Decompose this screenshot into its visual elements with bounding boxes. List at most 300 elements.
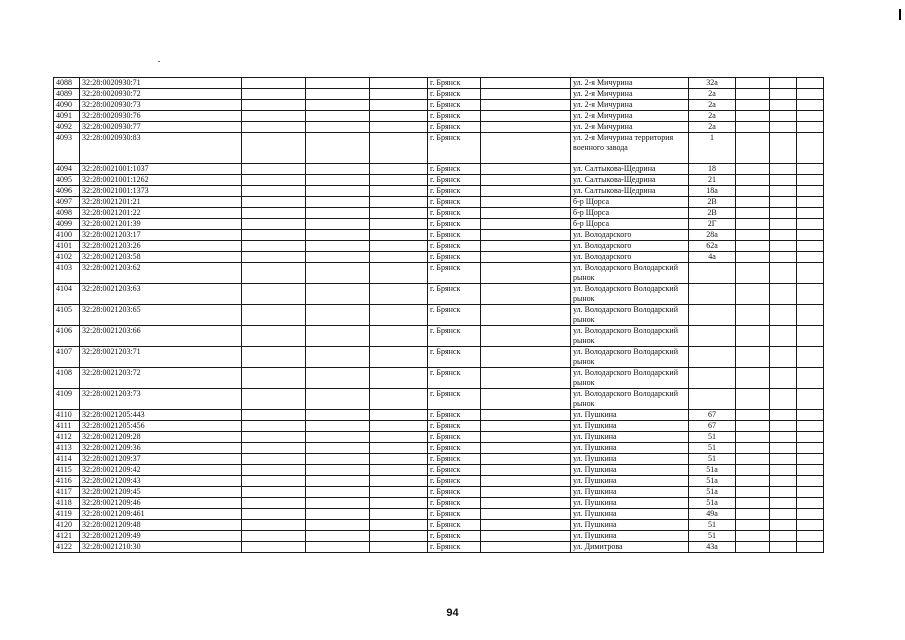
city: г. Брянск xyxy=(428,186,481,197)
row-number: 4109 xyxy=(54,389,80,410)
empty-cell xyxy=(797,197,824,208)
row-number: 4090 xyxy=(54,100,80,111)
empty-cell xyxy=(242,410,306,421)
street-address: ул. Володарского xyxy=(571,241,689,252)
house-number: 2а xyxy=(689,111,736,122)
row-number: 4088 xyxy=(54,78,80,89)
empty-cell xyxy=(481,542,571,553)
house-number: 32а xyxy=(689,78,736,89)
empty-cell xyxy=(306,326,370,347)
empty-cell xyxy=(306,476,370,487)
house-number: 28а xyxy=(689,230,736,241)
empty-cell xyxy=(306,531,370,542)
empty-cell xyxy=(481,252,571,263)
table-row xyxy=(54,520,824,531)
empty-cell xyxy=(481,305,571,326)
street-address: ул. Володарского Володарский рынок xyxy=(571,368,689,389)
cadastral-number: 32:28:0020930:83 xyxy=(80,133,242,164)
table-row xyxy=(54,326,824,347)
empty-cell xyxy=(242,78,306,89)
empty-cell xyxy=(370,465,428,476)
table-row xyxy=(54,100,824,111)
row-number: 4098 xyxy=(54,208,80,219)
empty-cell xyxy=(370,487,428,498)
empty-cell xyxy=(797,498,824,509)
empty-cell xyxy=(306,219,370,230)
empty-cell xyxy=(770,133,797,164)
empty-cell xyxy=(736,230,770,241)
row-number: 4099 xyxy=(54,219,80,230)
cadastral-number: 32:28:0020930:73 xyxy=(80,100,242,111)
cadastral-number: 32:28:0021209:46 xyxy=(80,498,242,509)
empty-cell xyxy=(770,531,797,542)
empty-cell xyxy=(736,498,770,509)
empty-cell xyxy=(370,263,428,284)
house-number xyxy=(689,305,736,326)
empty-cell xyxy=(370,509,428,520)
empty-cell xyxy=(306,186,370,197)
empty-cell xyxy=(370,421,428,432)
cadastral-number: 32:28:0021203:72 xyxy=(80,368,242,389)
empty-cell xyxy=(736,389,770,410)
empty-cell xyxy=(770,498,797,509)
empty-cell xyxy=(770,219,797,230)
empty-cell xyxy=(736,531,770,542)
empty-cell xyxy=(770,241,797,252)
cadastral-number: 32:28:0021209:28 xyxy=(80,432,242,443)
empty-cell xyxy=(770,164,797,175)
cadastral-number: 32:28:0021203:71 xyxy=(80,347,242,368)
empty-cell xyxy=(797,219,824,230)
city: г. Брянск xyxy=(428,208,481,219)
empty-cell xyxy=(370,186,428,197)
empty-cell xyxy=(481,284,571,305)
table-row xyxy=(54,498,824,509)
table-row xyxy=(54,542,824,553)
empty-cell xyxy=(306,208,370,219)
street-address: ул. Салтыкова-Щедрина xyxy=(571,186,689,197)
house-number: 51а xyxy=(689,498,736,509)
empty-cell xyxy=(370,111,428,122)
empty-cell xyxy=(797,443,824,454)
street-address: ул. Пушкина xyxy=(571,531,689,542)
city: г. Брянск xyxy=(428,368,481,389)
empty-cell xyxy=(736,100,770,111)
cadastral-number: 32:28:0021209:45 xyxy=(80,487,242,498)
empty-cell xyxy=(370,164,428,175)
empty-cell xyxy=(770,347,797,368)
empty-cell xyxy=(736,263,770,284)
empty-cell xyxy=(797,542,824,553)
street-address: ул. Пушкина xyxy=(571,487,689,498)
city: г. Брянск xyxy=(428,531,481,542)
empty-cell xyxy=(770,476,797,487)
city: г. Брянск xyxy=(428,454,481,465)
empty-cell xyxy=(736,476,770,487)
empty-cell xyxy=(797,531,824,542)
table-row xyxy=(54,197,824,208)
table-row xyxy=(54,389,824,410)
empty-cell xyxy=(306,520,370,531)
empty-cell xyxy=(797,509,824,520)
register-rows xyxy=(54,78,824,553)
city: г. Брянск xyxy=(428,284,481,305)
city: г. Брянск xyxy=(428,100,481,111)
empty-cell xyxy=(481,326,571,347)
empty-cell xyxy=(242,421,306,432)
empty-cell xyxy=(242,89,306,100)
cadastral-number: 32:28:0021209:36 xyxy=(80,443,242,454)
empty-cell xyxy=(306,111,370,122)
empty-cell xyxy=(770,100,797,111)
empty-cell xyxy=(370,520,428,531)
table-row xyxy=(54,241,824,252)
empty-cell xyxy=(770,263,797,284)
street-address: ул. Володарского Володарский рынок xyxy=(571,284,689,305)
empty-cell xyxy=(242,230,306,241)
empty-cell xyxy=(242,122,306,133)
table-row xyxy=(54,230,824,241)
cadastral-number: 32:28:0021203:62 xyxy=(80,263,242,284)
cadastral-number: 32:28:0021001:1373 xyxy=(80,186,242,197)
house-number: 51а xyxy=(689,487,736,498)
empty-cell xyxy=(797,175,824,186)
table-row xyxy=(54,175,824,186)
row-number: 4093 xyxy=(54,133,80,164)
street-address: ул. Пушкина xyxy=(571,498,689,509)
empty-cell xyxy=(770,186,797,197)
empty-cell xyxy=(242,347,306,368)
row-number: 4095 xyxy=(54,175,80,186)
empty-cell xyxy=(770,487,797,498)
street-address: ул. Володарского Володарский рынок xyxy=(571,326,689,347)
empty-cell xyxy=(306,421,370,432)
empty-cell xyxy=(370,122,428,133)
street-address: ул. Пушкина xyxy=(571,509,689,520)
house-number: 43а xyxy=(689,542,736,553)
empty-cell xyxy=(736,219,770,230)
city: г. Брянск xyxy=(428,230,481,241)
cadastral-number: 32:28:0021209:49 xyxy=(80,531,242,542)
empty-cell xyxy=(481,175,571,186)
cadastral-number: 32:28:0021210:30 xyxy=(80,542,242,553)
empty-cell xyxy=(242,208,306,219)
empty-cell xyxy=(306,241,370,252)
empty-cell xyxy=(736,122,770,133)
empty-cell xyxy=(242,454,306,465)
house-number: 51 xyxy=(689,531,736,542)
city: г. Брянск xyxy=(428,487,481,498)
row-number: 4122 xyxy=(54,542,80,553)
street-address: ул. Володарского xyxy=(571,230,689,241)
empty-cell xyxy=(242,326,306,347)
street-address: ул. Володарского Володарский рынок xyxy=(571,305,689,326)
cadastral-number: 32:28:0021209:461 xyxy=(80,509,242,520)
city: г. Брянск xyxy=(428,520,481,531)
cadastral-number: 32:28:0021203:66 xyxy=(80,326,242,347)
house-number: 51 xyxy=(689,443,736,454)
cadastral-number: 32:28:0021203:73 xyxy=(80,389,242,410)
empty-cell xyxy=(770,78,797,89)
empty-cell xyxy=(481,197,571,208)
empty-cell xyxy=(242,252,306,263)
empty-cell xyxy=(770,230,797,241)
street-address: ул. 2-я Мичурина xyxy=(571,122,689,133)
empty-cell xyxy=(242,284,306,305)
empty-cell xyxy=(306,368,370,389)
empty-cell xyxy=(242,111,306,122)
empty-cell xyxy=(481,241,571,252)
row-number: 4092 xyxy=(54,122,80,133)
row-number: 4102 xyxy=(54,252,80,263)
empty-cell xyxy=(736,284,770,305)
table-row xyxy=(54,208,824,219)
street-address: ул. Пушкина xyxy=(571,421,689,432)
empty-cell xyxy=(797,89,824,100)
table-row xyxy=(54,531,824,542)
city: г. Брянск xyxy=(428,252,481,263)
empty-cell xyxy=(736,197,770,208)
empty-cell xyxy=(770,454,797,465)
street-address: б-р Щорса xyxy=(571,208,689,219)
city: г. Брянск xyxy=(428,164,481,175)
empty-cell xyxy=(797,100,824,111)
empty-cell xyxy=(736,520,770,531)
street-address: ул. Володарского Володарский рынок xyxy=(571,389,689,410)
cadastral-number: 32:28:0020930:72 xyxy=(80,89,242,100)
empty-cell xyxy=(736,454,770,465)
house-number: 51 xyxy=(689,432,736,443)
table-row xyxy=(54,89,824,100)
empty-cell xyxy=(370,531,428,542)
empty-cell xyxy=(797,487,824,498)
empty-cell xyxy=(306,133,370,164)
empty-cell xyxy=(736,421,770,432)
empty-cell xyxy=(481,410,571,421)
house-number xyxy=(689,263,736,284)
empty-cell xyxy=(797,326,824,347)
table-row xyxy=(54,263,824,284)
empty-cell xyxy=(481,520,571,531)
house-number xyxy=(689,326,736,347)
cadastral-number: 32:28:0020930:76 xyxy=(80,111,242,122)
empty-cell xyxy=(481,78,571,89)
street-address: ул. Пушкина xyxy=(571,476,689,487)
empty-cell xyxy=(736,487,770,498)
empty-cell xyxy=(736,111,770,122)
page-number: 94 xyxy=(446,607,459,619)
empty-cell xyxy=(242,164,306,175)
city: г. Брянск xyxy=(428,476,481,487)
row-number: 4111 xyxy=(54,421,80,432)
street-address: ул. 2-я Мичурина xyxy=(571,89,689,100)
street-address: ул. Пушкина xyxy=(571,520,689,531)
row-number: 4118 xyxy=(54,498,80,509)
empty-cell xyxy=(481,421,571,432)
empty-cell xyxy=(481,432,571,443)
empty-cell xyxy=(736,305,770,326)
empty-cell xyxy=(370,241,428,252)
empty-cell xyxy=(797,476,824,487)
empty-cell xyxy=(481,509,571,520)
empty-cell xyxy=(736,465,770,476)
city: г. Брянск xyxy=(428,465,481,476)
city: г. Брянск xyxy=(428,389,481,410)
city: г. Брянск xyxy=(428,175,481,186)
empty-cell xyxy=(306,263,370,284)
empty-cell xyxy=(770,443,797,454)
empty-cell xyxy=(242,133,306,164)
empty-cell xyxy=(370,326,428,347)
empty-cell xyxy=(242,263,306,284)
city: г. Брянск xyxy=(428,219,481,230)
city: г. Брянск xyxy=(428,410,481,421)
empty-cell xyxy=(481,219,571,230)
empty-cell xyxy=(370,252,428,263)
empty-cell xyxy=(370,410,428,421)
city: г. Брянск xyxy=(428,197,481,208)
house-number: 2а xyxy=(689,122,736,133)
empty-cell xyxy=(797,368,824,389)
table-row xyxy=(54,509,824,520)
table-row xyxy=(54,410,824,421)
row-number: 4110 xyxy=(54,410,80,421)
row-number: 4112 xyxy=(54,432,80,443)
empty-cell xyxy=(797,347,824,368)
empty-cell xyxy=(481,531,571,542)
empty-cell xyxy=(370,89,428,100)
row-number: 4103 xyxy=(54,263,80,284)
empty-cell xyxy=(242,520,306,531)
empty-cell xyxy=(797,208,824,219)
empty-cell xyxy=(370,498,428,509)
cadastral-number: 32:28:0021203:65 xyxy=(80,305,242,326)
street-address: ул. Володарского xyxy=(571,252,689,263)
empty-cell xyxy=(242,175,306,186)
row-number: 4105 xyxy=(54,305,80,326)
scan-speck xyxy=(158,61,160,62)
empty-cell xyxy=(242,100,306,111)
table-row xyxy=(54,164,824,175)
row-number: 4117 xyxy=(54,487,80,498)
cadastral-number: 32:28:0021201:22 xyxy=(80,208,242,219)
empty-cell xyxy=(797,305,824,326)
city: г. Брянск xyxy=(428,326,481,347)
street-address: ул. 2-я Мичурина территория военного завода xyxy=(571,133,689,164)
city: г. Брянск xyxy=(428,432,481,443)
house-number xyxy=(689,368,736,389)
house-number: 62а xyxy=(689,241,736,252)
house-number: 2В xyxy=(689,197,736,208)
scan-edge-mark xyxy=(899,9,901,20)
house-number: 67 xyxy=(689,410,736,421)
street-address: ул. Володарского Володарский рынок xyxy=(571,347,689,368)
empty-cell xyxy=(770,368,797,389)
table-row xyxy=(54,421,824,432)
table-row xyxy=(54,465,824,476)
cadastral-number: 32:28:0021201:39 xyxy=(80,219,242,230)
row-number: 4091 xyxy=(54,111,80,122)
empty-cell xyxy=(481,389,571,410)
street-address: ул. 2-я Мичурина xyxy=(571,111,689,122)
empty-cell xyxy=(370,454,428,465)
empty-cell xyxy=(370,284,428,305)
empty-cell xyxy=(370,133,428,164)
street-address: ул. 2-я Мичурина xyxy=(571,78,689,89)
house-number: 4а xyxy=(689,252,736,263)
table-row xyxy=(54,443,824,454)
row-number: 4097 xyxy=(54,197,80,208)
empty-cell xyxy=(370,230,428,241)
empty-cell xyxy=(736,89,770,100)
empty-cell xyxy=(306,410,370,421)
street-address: ул. Пушкина xyxy=(571,410,689,421)
empty-cell xyxy=(370,389,428,410)
city: г. Брянск xyxy=(428,241,481,252)
empty-cell xyxy=(242,305,306,326)
empty-cell xyxy=(797,465,824,476)
cadastral-number: 32:28:0021203:63 xyxy=(80,284,242,305)
house-number: 1 xyxy=(689,133,736,164)
empty-cell xyxy=(242,531,306,542)
row-number: 4116 xyxy=(54,476,80,487)
empty-cell xyxy=(242,186,306,197)
table-row xyxy=(54,111,824,122)
cadastral-number: 32:28:0021203:58 xyxy=(80,252,242,263)
empty-cell xyxy=(770,111,797,122)
empty-cell xyxy=(370,219,428,230)
street-address: ул. Димитрова xyxy=(571,542,689,553)
empty-cell xyxy=(797,133,824,164)
table-row xyxy=(54,133,824,164)
table-row xyxy=(54,284,824,305)
empty-cell xyxy=(306,498,370,509)
empty-cell xyxy=(370,542,428,553)
row-number: 4108 xyxy=(54,368,80,389)
cadastral-number: 32:28:0021209:37 xyxy=(80,454,242,465)
row-number: 4106 xyxy=(54,326,80,347)
empty-cell xyxy=(242,443,306,454)
empty-cell xyxy=(481,100,571,111)
empty-cell xyxy=(306,230,370,241)
cadastral-number: 32:28:0021205:456 xyxy=(80,421,242,432)
street-address: ул. Пушкина xyxy=(571,454,689,465)
empty-cell xyxy=(306,443,370,454)
empty-cell xyxy=(481,347,571,368)
empty-cell xyxy=(770,175,797,186)
empty-cell xyxy=(770,326,797,347)
cadastral-number: 32:28:0020930:77 xyxy=(80,122,242,133)
row-number: 4089 xyxy=(54,89,80,100)
cadastral-number: 32:28:0021205:443 xyxy=(80,410,242,421)
empty-cell xyxy=(770,197,797,208)
empty-cell xyxy=(306,164,370,175)
empty-cell xyxy=(770,421,797,432)
empty-cell xyxy=(306,78,370,89)
city: г. Брянск xyxy=(428,305,481,326)
row-number: 4113 xyxy=(54,443,80,454)
city: г. Брянск xyxy=(428,421,481,432)
empty-cell xyxy=(370,443,428,454)
empty-cell xyxy=(797,78,824,89)
empty-cell xyxy=(370,368,428,389)
house-number: 2а xyxy=(689,100,736,111)
street-address: ул. 2-я Мичурина xyxy=(571,100,689,111)
city: г. Брянск xyxy=(428,347,481,368)
empty-cell xyxy=(306,347,370,368)
city: г. Брянск xyxy=(428,498,481,509)
empty-cell xyxy=(481,487,571,498)
